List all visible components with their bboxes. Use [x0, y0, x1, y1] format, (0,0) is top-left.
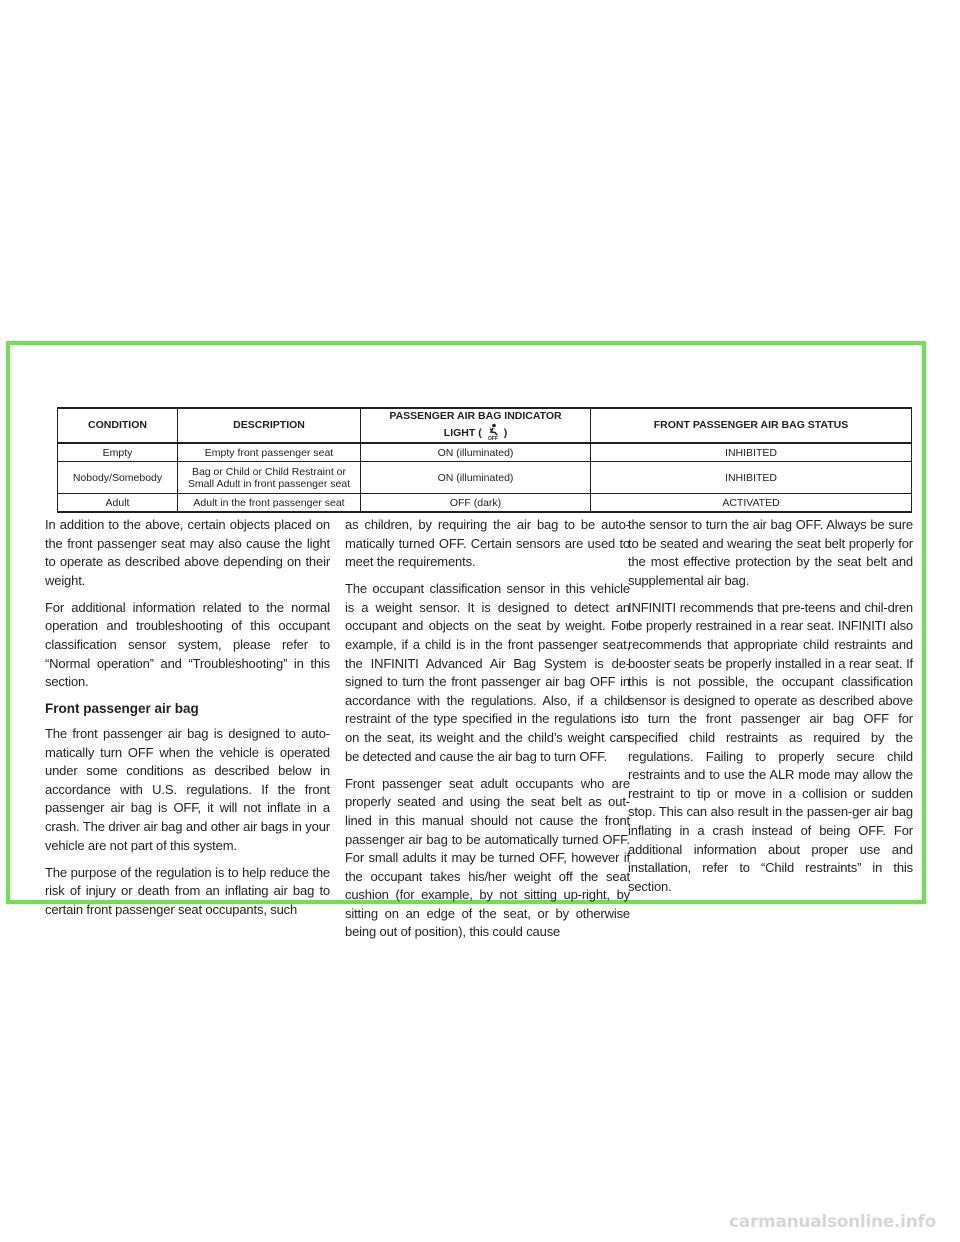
section-heading: Front passenger air bag [45, 701, 199, 717]
paragraph: as children, by requiring the air bag to be auto-matically turned OFF. Certain sensors are used to meet the requirements. [345, 517, 630, 570]
header-condition: CONDITION [58, 408, 178, 443]
text-column-1 [45, 516, 330, 928]
air-bag-status-table [57, 407, 912, 513]
cell-indicator: ON (illuminated) [361, 462, 591, 494]
cell-indicator: OFF (dark) [361, 494, 591, 513]
cell-status: INHIBITED [591, 443, 912, 462]
cell-description-line: Bag or Child or Child Restraint or [191, 465, 347, 478]
paragraph: INFINITI recommends that pre-teens and chil-dren be properly restrained in a rear seat. INFINITI also recommends that appropriate child restraints and booster seats be properly installed in a rear seat. If this is not possible, the occupant classification sensor is designed to operate as described above to turn the front passenger air bag OFF for specified child restraints as required by the regulations. Failing to properly secure child restraints and to use the ALR mode may allow the restraint to tip or move in a collision or sudden stop. This can also result in the passen-ger air bag inflating in a crash instead of being OFF. For additional information about proper use and installation, refer to “Child restraints” in this section. [628, 599, 913, 894]
cell-description-line: Small Adult in front passenger seat [187, 477, 351, 490]
header-light-suffix: ) [503, 427, 508, 439]
header-indicator [361, 408, 591, 443]
text-column-2 [345, 516, 630, 951]
light-icon-label: OFF [487, 436, 498, 441]
header-indicator-title: PASSENGER AIR BAG INDICATOR [389, 410, 562, 422]
cell-condition: Empty [58, 443, 178, 462]
cell-status: INHIBITED [591, 462, 912, 494]
cell-description: Adult in the front passenger seat [178, 494, 361, 513]
text-column-3 [628, 516, 913, 905]
passenger-air-bag-off-icon [484, 423, 502, 441]
header-status: FRONT PASSENGER AIR BAG STATUS [591, 408, 912, 443]
header-description: DESCRIPTION [178, 408, 361, 443]
table-row [58, 462, 912, 494]
cell-description: Empty front passenger seat [178, 443, 361, 462]
header-light-prefix: LIGHT ( [443, 427, 482, 439]
paragraph: The occupant classification sensor in this vehicle is a weight sensor. It is designed to detect an occupant and objects on the seat by weight. For example, if a child is in the front passenger seat, the INFINITI Advanced Air Bag System is de-signed to turn the front passenger air bag OFF in accordance with the regulations. Also, if a child restraint of the type specified in the regulations is on the seat, its weight and the child’s weight can be detected and cause the air bag to turn OFF. [345, 581, 630, 764]
paragraph: Front passenger seat adult occupants who are properly seated and using the seat belt as out-lined in this manual should not cause the front passenger air bag to be automatically turned OFF. For small adults it may be turned OFF, however if the occupant takes his/her weight off the seat cushion (for example, by not sitting up-right, by sitting on an edge of the seat, or by otherwise being out of position), this could cause [345, 775, 630, 940]
paragraph: the sensor to turn the air bag OFF. Always be sure to be seated and wearing the seat belt properly for the most effective protection by the seat belt and supplemental air bag. [628, 517, 913, 588]
table-row [58, 443, 912, 462]
paragraph: The front passenger air bag is designed to auto-matically turn OFF when the vehicle is operated under some conditions as described below in accordance with U.S. regulations. If the front passenger air bag is OFF, it will not inflate in a crash. The driver air bag and other air bags in your vehicle are not part of this system. [45, 725, 330, 853]
watermark-text: carmanualsonline.info [729, 1212, 936, 1232]
cell-indicator: ON (illuminated) [361, 443, 591, 462]
table-row [58, 494, 912, 513]
table-header-row [58, 408, 912, 443]
cell-condition: Nobody/Somebody [58, 462, 178, 494]
paragraph: For additional information related to the normal operation and troubleshooting of this occupant classification sensor system, please refer to “Normal operation” and “Troubleshooting” in this section. [45, 599, 330, 690]
paragraph: In addition to the above, certain objects placed on the front passenger seat may also cause the light to operate as described above depending on their weight. [45, 517, 330, 588]
cell-description [178, 462, 361, 494]
paragraph: The purpose of the regulation is to help reduce the risk of injury or death from an inflating air bag to certain front passenger seat occupants, such [45, 864, 330, 917]
cell-condition: Adult [58, 494, 178, 513]
cell-status: ACTIVATED [591, 494, 912, 513]
